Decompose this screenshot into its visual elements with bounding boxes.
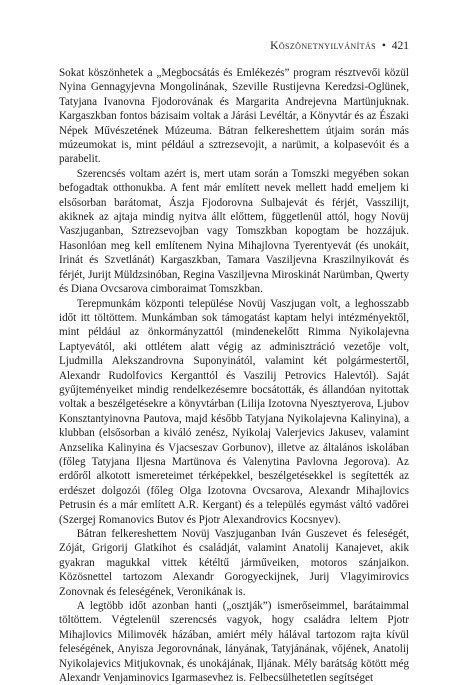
paragraph: Sokat köszönhetek a „Megbocsátás és Emlékezés” program résztvevői közül Nyina Gennagyjevna Mongolinának, Szeville Rustijevna Keredzsi-Oglünek, Tatyjana Ivanovna Fjodorovának és Margarita Andrejevna Martünjuknak. Kargaszkban fontos bázisaim voltak a Járási Levéltár, a Könyvtár és az Északi Népek Művészetének Múzeuma. Bátran felkereshettem útjaim során más múzeumokat is, mint például a sztrezsevojit, a narümit, a kolpasevóit és a parabelit. [59,67,409,166]
running-title: Köszönetnyilvánítás [270,40,376,52]
body-text [59,66,409,685]
header-separator: • [381,40,386,52]
paragraph: A legtöbb időt azonban hanti („osztják”) ismerőseimmel, barátaimmal töltöttem. Végtelenül szerencsés vagyok, hogy családra leltem Pjotr Mihajlovics Milimovék házában, amiért mély hálával tartozom rajta kívül feleségének, Anyisza Jegorovnának, lányának, Tatyjánának, vőjének, Anatolij Nyikolajevics Mitjukovnak, és unokájának, Iljának. Mély barátság kötött még Alexandr Venjaminovics Igarmasevhez is. Felbecsülhetetlen segítséget [59,600,409,685]
paragraph: Bátran felkereshettem Novüj Vaszjuganban Iván Guszevet és feleségét, Zóját, Grigorij Glatkihot és családját, valamint Anatolij Kanajevet, akik gyakran magukkal vittek kétéltű járműveiken, motoros szánjaikon. Közösnettel tartozom Alexandr Gorogyeckijnek, Jurij Vlagyimirovics Zonovnak és feleségének, Veronikának is. [59,528,409,598]
running-header [59,40,409,52]
paragraph: Szerencsés voltam azért is, mert utam során a Tomszki megyében sokan befogadtak otthonukba. A fent már említett nevek mellett hadd emeljem ki elsősorban barátomat, Ászja Fjodorovna Sulbajevát és férjét, Vasszilijt, akiknek az ajtaja mindig nyitva állt előttem, függetlenül attól, hogy Novüj Vaszjuganban, Sztrezsevojban vagy Tomszkban kopogtam be hozzájuk. Hasonlóan meg kell említenem Nyina Mihajlovna Tyerentyevát (és unokáit, Irinát és Szvetlánát) Kargaszkban, Tamara Vasziljevna Kraszilnyikovát és férjét, Jurijt Müldzsinóban, Regina Vasziljevna Miroskinát Narümban, Qwerty és Diana Ovcsarova cimboraimat Tomszkban. [59,167,409,296]
paragraph: Terepmunkám központi települése Novüj Vaszjugan volt, a leghosszabb időt itt töltöttem. Munkámban sok támogatást kaptam helyi intézményektől, mint például az önkormányzattól (mindenekelőtt Rimma Nyikolajevna Laptyevától, aki ottlétem alatt végig az adminisztráció vezetője volt, Ljudmilla Alekszandrovna Suponyinától, valamint két polgármestertől, Alexandr Rudolfovics Kerganttól és Vaszilij Petrovics Halevtól). Saját gyűjteményeiket mindig rendelkezésemre bocsátották, és állandóan nyitottak voltak a beszélgetésekre a könyvtárban (Lilija Izotovna Nyesztyerova, Ljubov Konsztantyinovna Pautova, majd később Tatyjana Nyikolajevna Kalinyina), a klubban (elsősorban a kiváló zenész, Nyikolaj Valerjevics Jakusev, valamint Anzselika Kalinyina és Vjacseszav Gorbunov), illetve az általános iskolában (főleg Tatyjana Iljesna Martünova és Valenytina Pavlovna Jegorova). Az erdőről alkotott ismereteimet térképekkel, beszélgetésekkel is segítették az erdészet dolgozói (főleg Olga Izotovna Ovcsarova, Alexandr Mihajlovics Petrusin és a már említett A.R. Kergant) és a település egymást váltó vadőrei (Szergej Romanovics Butov és Pjotr Alexandrovics Kocsnyev). [59,297,409,526]
page-number: 421 [391,40,409,52]
